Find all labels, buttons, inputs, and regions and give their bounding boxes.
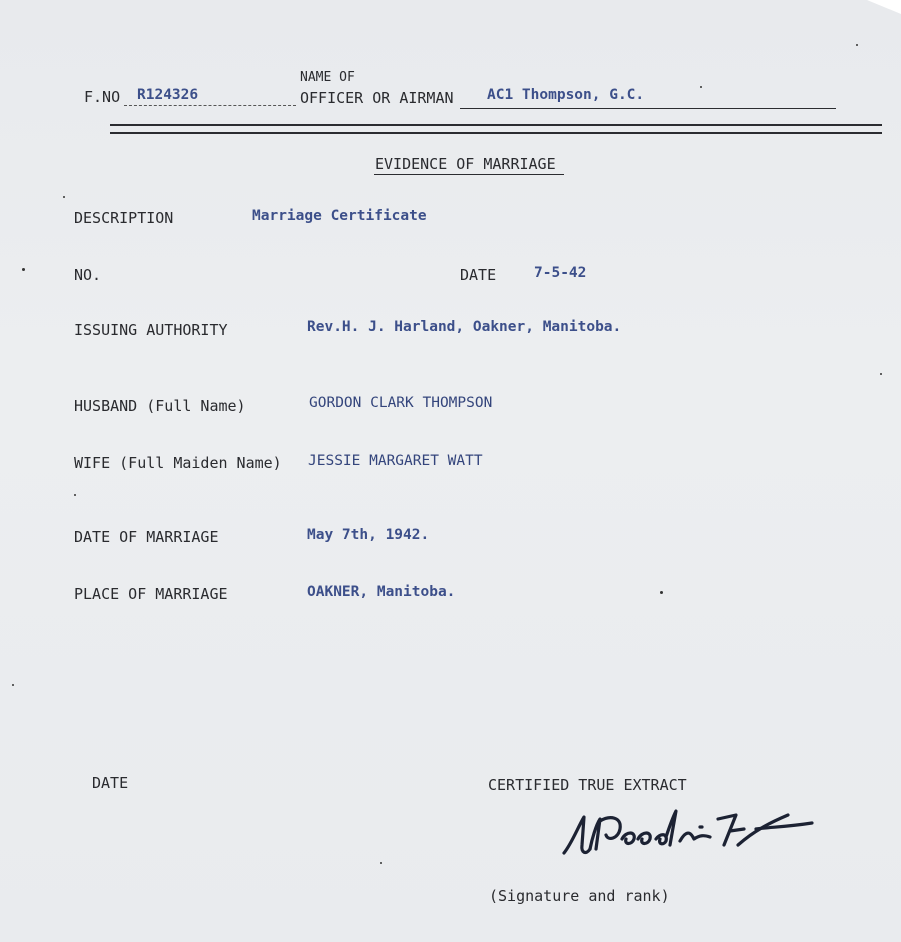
paper-speck bbox=[856, 44, 858, 46]
document-title: EVIDENCE OF MARRIAGE bbox=[375, 155, 556, 173]
header-rule-top bbox=[110, 124, 882, 126]
paper-speck bbox=[700, 86, 702, 88]
place-of-marriage-value: OAKNER, Manitoba. bbox=[307, 584, 456, 600]
title-underline bbox=[374, 174, 564, 175]
issuing-authority-label: ISSUING AUTHORITY bbox=[74, 321, 228, 339]
file-no-label: F.NO bbox=[84, 88, 121, 106]
description-label: DESCRIPTION bbox=[74, 209, 174, 227]
name-value: AC1 Thompson, G.C. bbox=[487, 87, 645, 103]
place-of-marriage-label: PLACE OF MARRIAGE bbox=[74, 585, 228, 603]
paper-speck bbox=[880, 373, 882, 375]
handwritten-signature bbox=[560, 805, 825, 865]
certified-label: CERTIFIED TRUE EXTRACT bbox=[488, 776, 687, 794]
date-of-marriage-label: DATE OF MARRIAGE bbox=[74, 528, 219, 546]
issuing-authority-value: Rev.H. J. Harland, Oakner, Manitoba. bbox=[307, 319, 622, 335]
file-no-value: R124326 bbox=[137, 87, 199, 103]
paper-speck bbox=[380, 862, 382, 864]
paper-speck bbox=[74, 494, 76, 496]
date-label: DATE bbox=[460, 266, 497, 284]
footer-date-label: DATE bbox=[92, 774, 129, 792]
paper-speck bbox=[22, 268, 25, 271]
husband-label: HUSBAND (Full Name) bbox=[74, 397, 246, 415]
wife-label: WIFE (Full Maiden Name) bbox=[74, 454, 282, 472]
wife-value: JESSIE MARGARET WATT bbox=[308, 453, 483, 469]
name-underline bbox=[460, 108, 836, 109]
header-rule-bottom bbox=[110, 132, 882, 134]
name-label-line1: NAME OF bbox=[300, 70, 355, 85]
name-label-line2: OFFICER OR AIRMAN bbox=[300, 89, 454, 107]
paper-speck bbox=[12, 684, 14, 686]
husband-value: GORDON CLARK THOMPSON bbox=[309, 395, 493, 411]
no-label: NO. bbox=[74, 266, 102, 284]
paper-speck bbox=[660, 591, 663, 594]
page-corner-fold bbox=[867, 0, 901, 14]
date-of-marriage-value: May 7th, 1942. bbox=[307, 527, 430, 543]
paper-speck bbox=[63, 196, 65, 198]
signature-caption: (Signature and rank) bbox=[489, 887, 670, 905]
file-no-underline bbox=[124, 105, 296, 106]
date-value: 7-5-42 bbox=[534, 265, 587, 281]
description-value: Marriage Certificate bbox=[252, 208, 427, 224]
